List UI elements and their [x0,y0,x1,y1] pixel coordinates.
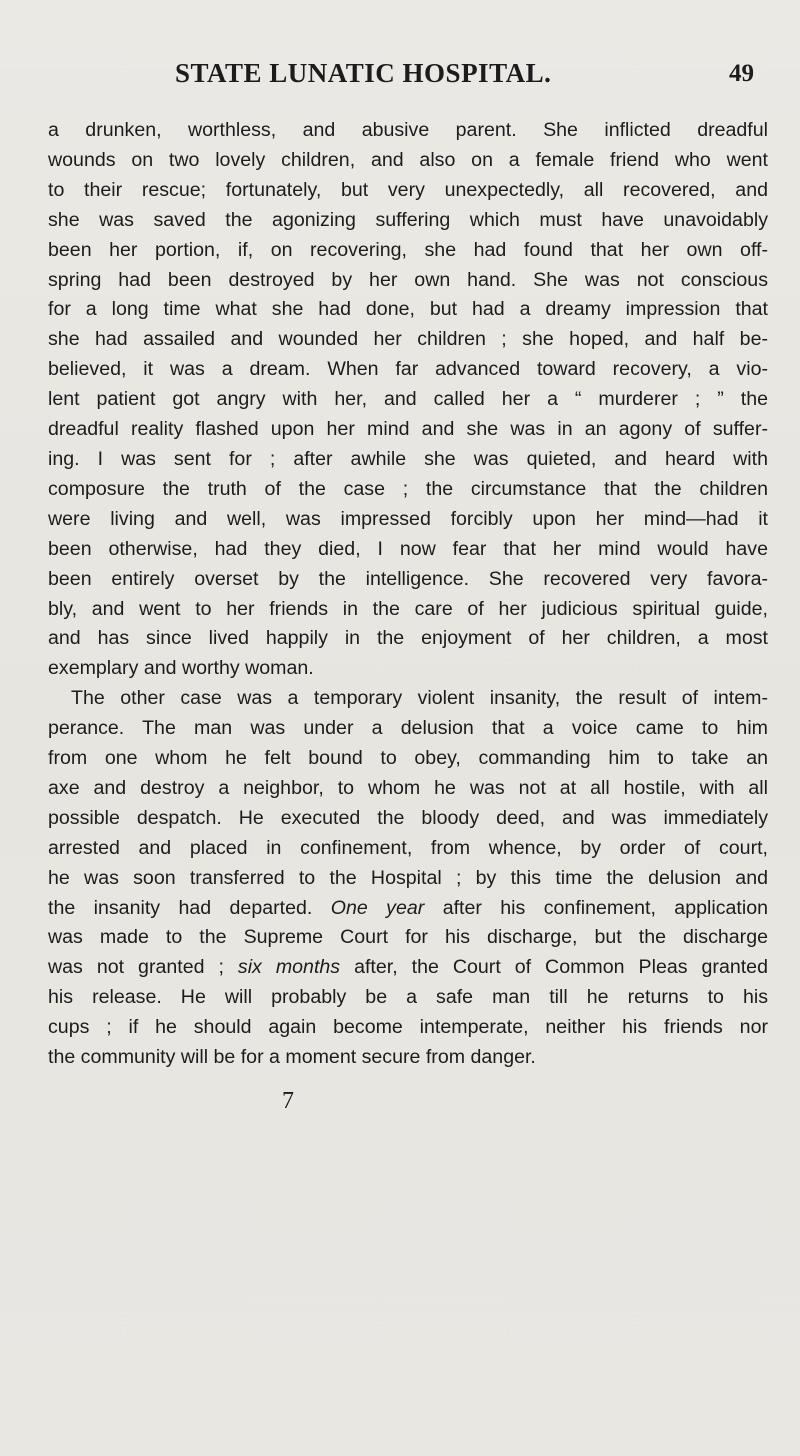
text-line: perance. The man was under a delusion that a voice came to him [48,717,768,740]
text-segment: after his confinement, application [424,896,768,919]
text-line: cups ; if he should again become intemperate, neither his friends nor [48,1016,768,1039]
page-number: 49 [729,60,754,87]
italic-phrase: six months [237,956,341,979]
text-line: been her portion, if, on recovering, she had found that her own off- [48,238,768,261]
text-line: arrested and placed in confinement, from whence, by order of court, [48,836,768,859]
body-text [48,116,768,1073]
italic-phrase: One year [330,896,425,919]
text-segment: was not granted ; [48,956,238,979]
text-line: from one whom he felt bound to obey, commanding him to take an [48,747,768,770]
text-line: were living and well, was impressed forcibly upon her mind—had it [48,507,768,530]
text-line: exemplary and worthy woman. [48,657,314,680]
text-segment: the insanity had departed. [48,896,313,919]
running-title: STATE LUNATIC HOSPITAL. [175,58,552,88]
text-line: dreadful reality flashed upon her mind and she was in an agony of suffer- [48,418,768,441]
text-line: his release. He will probably be a safe man till he returns to his [48,986,768,1009]
text-line: and has since lived happily in the enjoyment of her children, a most [48,627,768,650]
text-line: a drunken, worthless, and abusive parent. She inflicted dreadful [48,119,768,141]
text-line: he was soon transferred to the Hospital ; by this time the delusion and [48,866,768,889]
text-line: wounds on two lovely children, and also on a female friend who went [48,148,768,171]
signature-mark: 7 [282,1088,294,1114]
paragraph-1 [48,116,768,684]
text-line: lent patient got angry with her, and called her a “ murderer ; ” the [48,388,768,411]
text-line: The other case was a temporary violent insanity, the result of intem- [71,687,768,710]
text-line: bly, and went to her friends in the care of her judicious spiritual guide, [48,597,768,620]
text-line: was made to the Supreme Court for his discharge, but the discharge [48,926,768,949]
text-segment: after, the Court of Common Pleas granted [340,956,768,979]
text-line: composure the truth of the case ; the circumstance that the children [48,477,768,500]
text-line: for a long time what she had done, but had a dreamy impression that [48,298,768,321]
paragraph-2 [48,684,768,1073]
text-line: to their rescue; fortunately, but very unexpectedly, all recovered, and [48,178,768,201]
text-line: believed, it was a dream. When far advanced toward recovery, a vio- [48,358,768,381]
text-line: axe and destroy a neighbor, to whom he was not at all hostile, with all [48,776,768,799]
text-line: ing. I was sent for ; after awhile she was quieted, and heard with [48,447,768,470]
text-line: possible despatch. He executed the bloody deed, and was immediately [48,806,768,829]
text-line: been entirely overset by the intelligence. She recovered very favora- [48,567,768,590]
text-line [48,953,768,983]
text-line: spring had been destroyed by her own hand. She was not conscious [48,268,768,291]
text-line: she was saved the agonizing suffering which must have unavoidably [48,208,768,231]
text-line: the community will be for a moment secure from danger. [48,1046,536,1069]
text-line [48,894,768,924]
text-line: been otherwise, had they died, I now fear that her mind would have [48,537,768,560]
text-line: she had assailed and wounded her children ; she hoped, and half be- [48,328,768,351]
